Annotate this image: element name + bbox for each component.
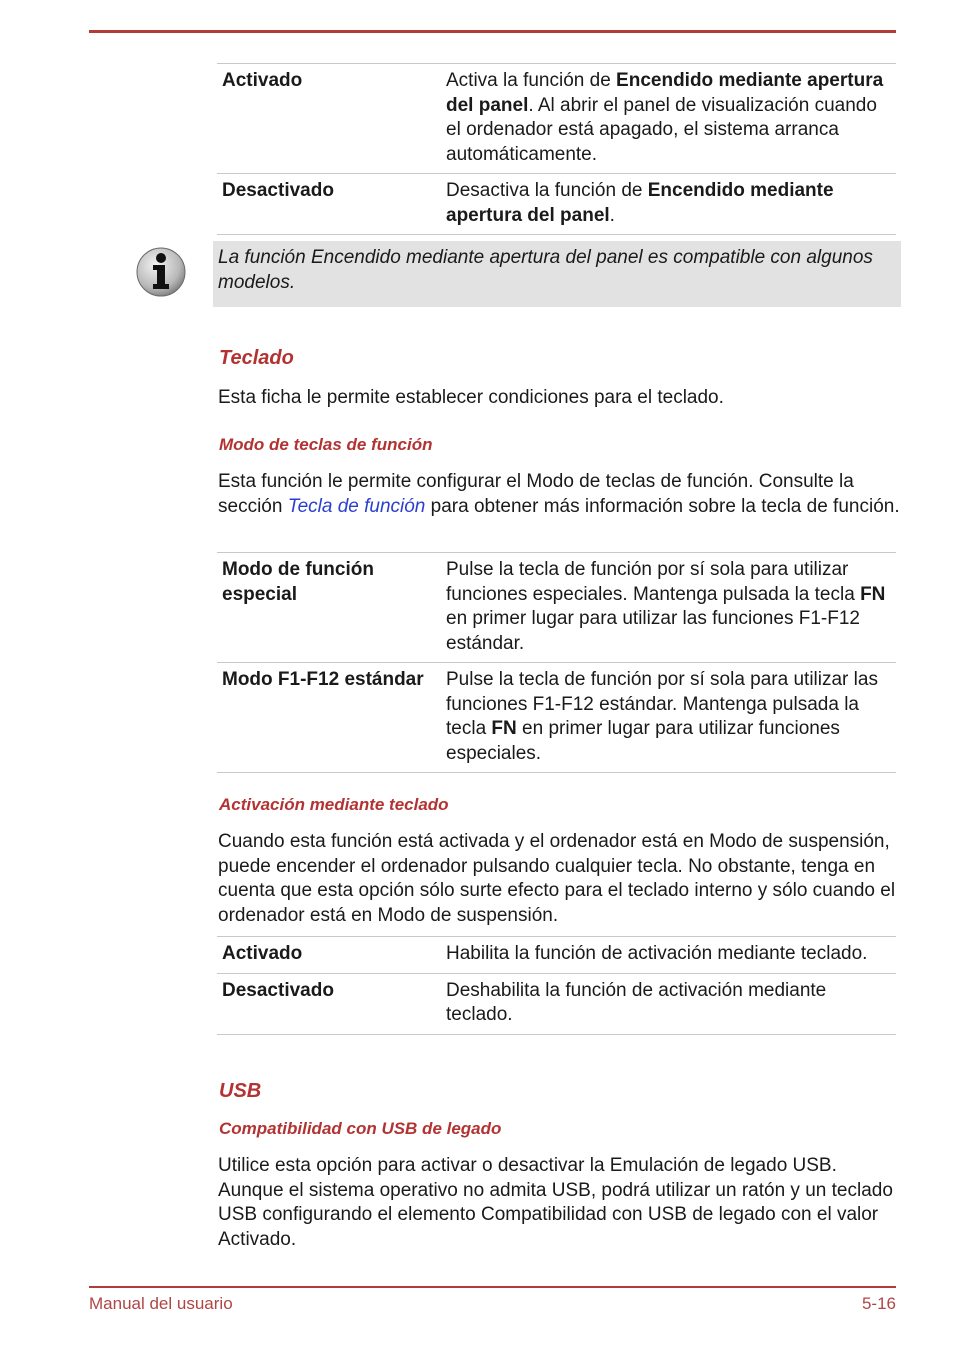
option-name: Modo F1-F12 estándar [222, 669, 424, 690]
table-row [217, 663, 896, 773]
footer-manual-title: Manual del usuario [89, 1294, 233, 1313]
teclado-intro: Esta ficha le permite establecer condiciones para el teclado. [218, 387, 724, 408]
subsection-heading-activacion: Activación mediante teclado [219, 795, 449, 814]
option-name: Desactivado [222, 180, 334, 201]
table-row [217, 973, 896, 1034]
option-description: Habilita la función de activación mediante teclado. [446, 943, 868, 964]
modo-teclas-paragraph: Esta función le permite configurar el Modo de teclas de función. Consulte la sección Tecla de función para obtener más información sobre la tecla de función. [218, 471, 900, 517]
option-name: Activado [222, 943, 303, 964]
page-number: 5-16 [861, 1294, 896, 1313]
option-description: Pulse la tecla de función por sí sola para utilizar las funciones F1-F12 estándar. Mantenga pulsada la tecla FN en primer lugar para utilizar funciones especiales. [446, 669, 878, 764]
table-row [217, 937, 896, 974]
tecla-funcion-link[interactable]: Tecla de función [287, 495, 426, 517]
option-description: Activa la función de Encendido mediante apertura del panel. Al abrir el panel de visualización cuando el ordenador está apagado, el sistema arranca automáticamente. [446, 70, 884, 165]
usb-paragraph: Utilice esta opción para activar o desactivar la Emulación de legado USB. Aunque el sistema operativo no admita USB, podrá utilizar un ratón y un teclado USB configurando el elemento Compatibilidad con USB de legado con el valor Activado. [218, 1155, 893, 1250]
activacion-paragraph: Cuando esta función está activada y el ordenador está en Modo de suspensión, puede encender el ordenador pulsando cualquier tecla. No obstante, tenga en cuenta que esta opción sólo surte efecto para el teclado interno y sólo cuando el ordenador está en Modo de suspensión. [218, 831, 896, 926]
table-row [217, 553, 896, 663]
info-icon [134, 245, 188, 299]
option-name: Modo de función especial [222, 559, 374, 605]
table-row [217, 174, 896, 235]
settings-table-panel-power-on [217, 63, 896, 235]
option-description: Deshabilita la función de activación mediante teclado. [446, 979, 827, 1025]
header-rule [89, 30, 896, 33]
section-heading-usb: USB [219, 1080, 262, 1102]
note-box [213, 241, 901, 307]
option-name: Activado [222, 70, 303, 91]
option-description: Desactiva la función de Encendido mediante apertura del panel. [446, 180, 834, 226]
settings-table-keyboard-wake [217, 936, 896, 1035]
subsection-heading-modo-teclas: Modo de teclas de función [219, 435, 433, 454]
footer-rule [89, 1286, 896, 1288]
table-row [217, 64, 896, 174]
settings-table-function-keys [217, 552, 896, 773]
note-text: La función Encendido mediante apertura del panel es compatible con algunos modelos. [218, 247, 873, 293]
option-description: Pulse la tecla de función por sí sola para utilizar funciones especiales. Mantenga pulsada la tecla FN en primer lugar para utilizar las funciones F1-F12 estándar. [446, 559, 886, 654]
option-name: Desactivado [222, 979, 334, 1001]
section-heading-teclado: Teclado [219, 347, 294, 369]
subsection-heading-usb-legado: Compatibilidad con USB de legado [219, 1119, 502, 1138]
